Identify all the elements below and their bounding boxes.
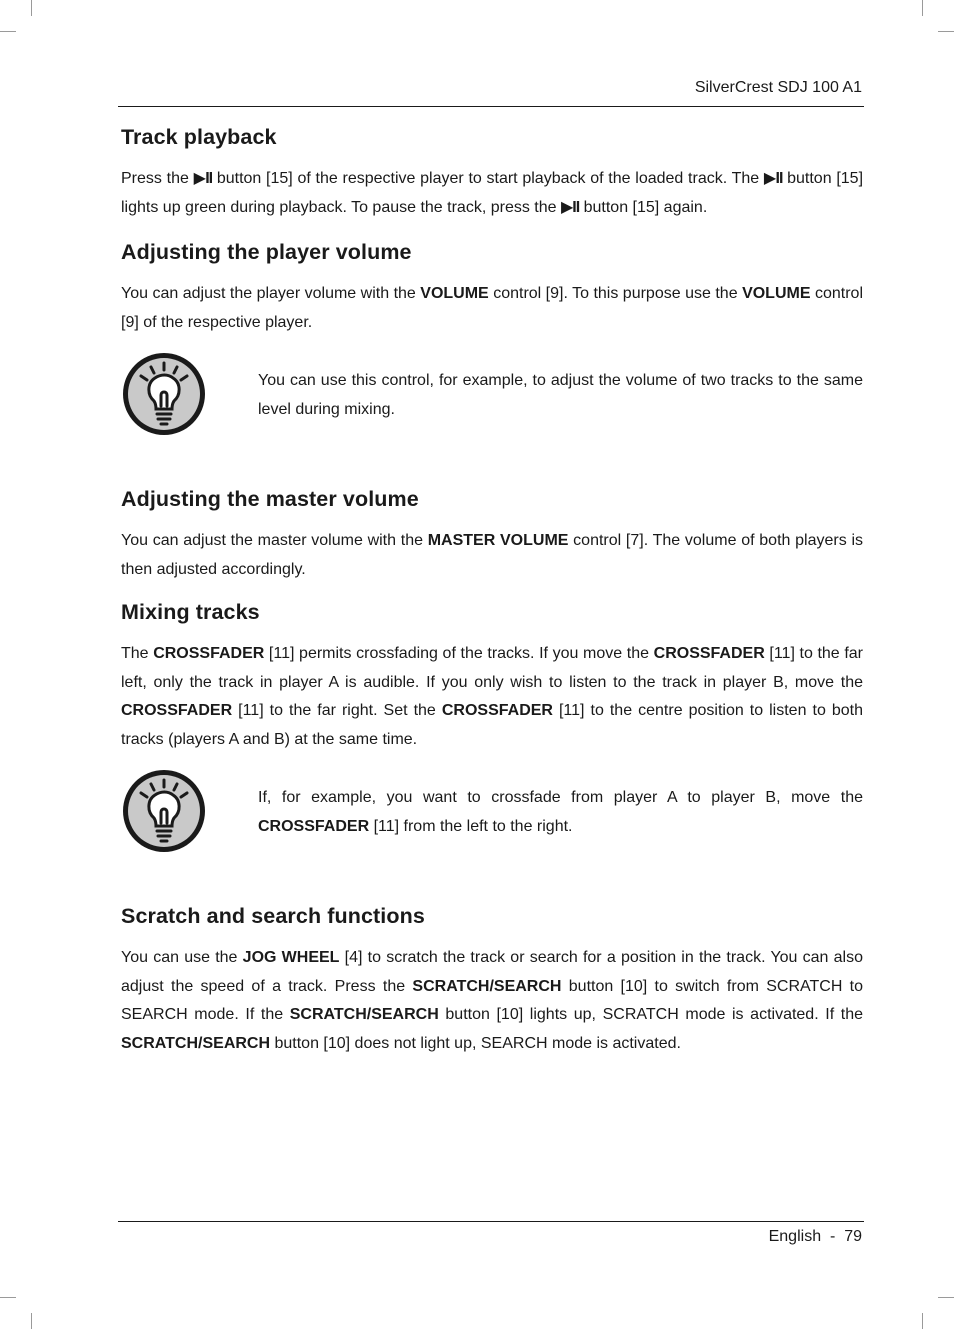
page-footer [118, 1221, 864, 1252]
heading-mixing-tracks: Mixing tracks [121, 600, 260, 624]
text-run: button [10] does not light up, SEARCH mode is activated. [270, 1034, 681, 1052]
control-name: CROSSFADER [258, 817, 370, 835]
text-run: Press the [121, 170, 194, 187]
crop-mark [922, 0, 923, 16]
text-run: If, for example, you want to crossfade from player A to player B, move the [258, 789, 863, 806]
text-run: [11] to the far right. Set the [232, 702, 442, 720]
text-run: [11] to the far left, only the track in player A is audible. If you only wish to listen to the track in player B, move the [121, 645, 863, 691]
text-run: button [15] of the respective player to start playback of the loaded track. The [212, 170, 764, 187]
play-pause-icon: ▶II [763, 170, 783, 187]
crop-mark [922, 1313, 923, 1329]
paragraph-track-playback [121, 165, 863, 222]
crop-mark [31, 0, 32, 16]
control-name: MASTER VOLUME [427, 532, 569, 549]
control-name: SCRATCH/SEARCH [412, 977, 562, 995]
control-name: CROSSFADER [121, 702, 233, 720]
text-run: button [15] again. [579, 198, 708, 216]
paragraph-scratch-search [121, 944, 863, 1058]
paragraph-master-volume [121, 527, 863, 584]
control-name: VOLUME [742, 285, 811, 302]
text-run: button [10] lights up, SCRATCH mode is activated. If the [438, 1006, 864, 1024]
footer-text [769, 1228, 862, 1246]
text-run: You can adjust the player volume with the [121, 285, 421, 302]
footer-language: English [768, 1228, 822, 1245]
control-name: CROSSFADER [153, 645, 265, 662]
crop-mark [938, 1297, 954, 1298]
page-number: 79 [844, 1228, 862, 1245]
text-run: [4] to scratch the track or search for a position in the track. You can also adjust the speed of a track. Press the [121, 949, 864, 995]
paragraph-player-volume [121, 280, 863, 337]
control-name: SCRATCH/SEARCH [121, 1034, 271, 1052]
crop-mark [0, 31, 16, 32]
paragraph-mixing-tracks [121, 640, 863, 754]
header-title: SilverCrest SDJ 100 A1 [694, 79, 862, 96]
control-name: VOLUME [420, 285, 489, 302]
tip-player-volume: You can use this control, for example, to adjust the volume of two tracks to the same level during mixing. [258, 372, 863, 418]
text-run: control [7]. The volume of both players is then adjusted accordingly. [121, 532, 863, 578]
footer-separator: - [829, 1228, 836, 1245]
control-name: CROSSFADER [441, 702, 553, 720]
page-header [118, 78, 864, 107]
text-run: You can adjust the master volume with the [121, 532, 428, 549]
play-pause-icon: ▶II [560, 198, 580, 216]
text-run: You can use the [121, 949, 243, 966]
lightbulb-icon [121, 351, 207, 437]
crop-mark [31, 1313, 32, 1329]
crop-mark [938, 31, 954, 32]
heading-track-playback: Track playback [121, 125, 277, 149]
control-name: CROSSFADER [653, 645, 765, 662]
control-name: JOG WHEEL [242, 949, 340, 966]
text-run: [11] to the centre position to listen to both tracks (players A and B) at the same time. [121, 702, 863, 748]
text-run: control [9] of the respective player. [121, 285, 864, 331]
heading-master-volume: Adjusting the master volume [121, 487, 419, 511]
text-run: button [10] to switch from SCRATCH to SEARCH mode. If the [121, 977, 864, 1024]
lightbulb-icon [121, 768, 207, 854]
crop-mark [0, 1297, 16, 1298]
text-run: The [121, 645, 154, 662]
heading-scratch-search: Scratch and search functions [121, 904, 425, 928]
tip-mixing-tracks [258, 784, 863, 841]
text-run: [11] permits crossfading of the tracks. If you move the [264, 645, 654, 662]
control-name: SCRATCH/SEARCH [289, 1006, 439, 1024]
text-run: [11] from the left to the right. [369, 817, 573, 835]
play-pause-icon: ▶II [193, 170, 213, 187]
text-run: button [15] lights up green during playback. To pause the track, press the [121, 170, 864, 216]
text-run: control [9]. To this purpose use the [488, 285, 743, 302]
heading-player-volume: Adjusting the player volume [121, 240, 412, 264]
